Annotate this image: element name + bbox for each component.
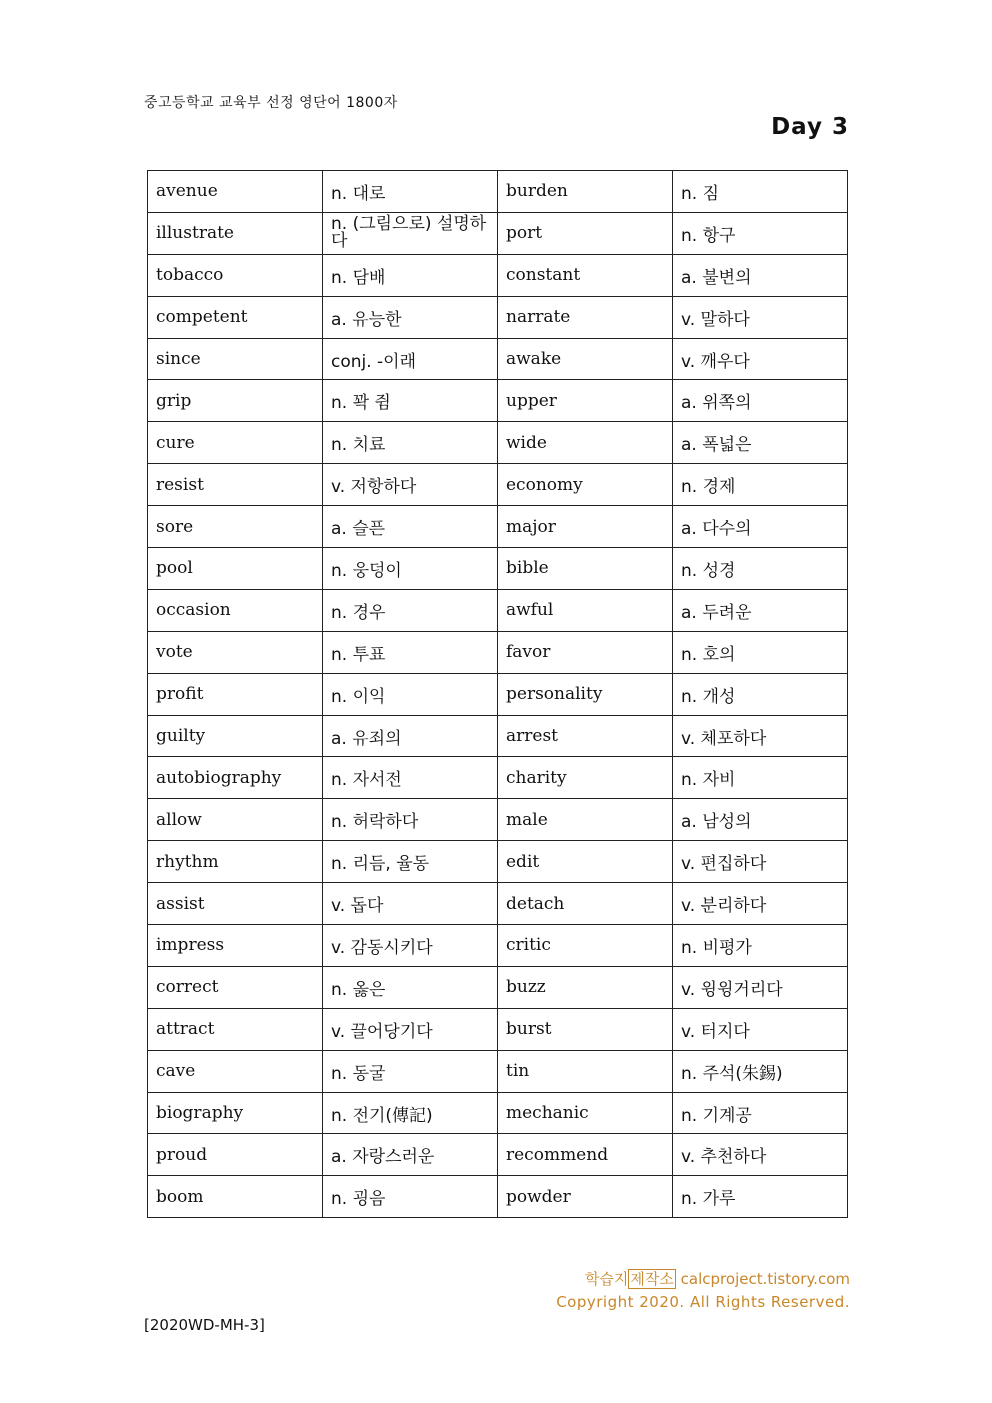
table-row <box>148 1134 848 1176</box>
table-row <box>148 548 848 590</box>
meaning-cell: n. 전기(傳記) <box>323 1092 498 1134</box>
table-row <box>148 883 848 925</box>
meaning-cell: n. 굉음 <box>323 1176 498 1218</box>
meaning-cell: n. (그림으로) 설명하다 <box>323 212 498 254</box>
meaning-cell: a. 유능한 <box>323 296 498 338</box>
meaning-cell: n. 자비 <box>673 757 848 799</box>
word-cell: illustrate <box>148 212 323 254</box>
meaning-cell: n. 호의 <box>673 631 848 673</box>
table-row <box>148 841 848 883</box>
word-cell: assist <box>148 883 323 925</box>
meaning-cell: n. 주석(朱錫) <box>673 1050 848 1092</box>
word-cell: competent <box>148 296 323 338</box>
word-cell: tin <box>498 1050 673 1092</box>
page-subtitle: 중고등학교 교육부 선정 영단어 1800자 <box>144 95 398 111</box>
meaning-cell: a. 폭넓은 <box>673 422 848 464</box>
meaning-cell: n. 투표 <box>323 631 498 673</box>
word-cell: pool <box>148 548 323 590</box>
meaning-cell: v. 말하다 <box>673 296 848 338</box>
brand-boxed: 제작소 <box>630 1270 674 1288</box>
word-cell: boom <box>148 1176 323 1218</box>
brand-prefix: 학습지 <box>584 1270 629 1288</box>
word-cell: sore <box>148 506 323 548</box>
word-cell: edit <box>498 841 673 883</box>
word-cell: avenue <box>148 171 323 213</box>
meaning-cell: n. 대로 <box>323 171 498 213</box>
table-row <box>148 1092 848 1134</box>
word-cell: major <box>498 506 673 548</box>
word-cell: detach <box>498 883 673 925</box>
meaning-cell: a. 위쪽의 <box>673 380 848 422</box>
meaning-cell: a. 자랑스러운 <box>323 1134 498 1176</box>
meaning-cell: v. 저항하다 <box>323 464 498 506</box>
word-cell: tobacco <box>148 254 323 296</box>
word-cell: arrest <box>498 715 673 757</box>
word-cell: biography <box>148 1092 323 1134</box>
table-row <box>148 715 848 757</box>
word-cell: profit <box>148 673 323 715</box>
word-cell: vote <box>148 631 323 673</box>
meaning-cell: v. 윙윙거리다 <box>673 966 848 1008</box>
meaning-cell: n. 웅덩이 <box>323 548 498 590</box>
word-cell: occasion <box>148 589 323 631</box>
meaning-cell: n. 항구 <box>673 212 848 254</box>
word-cell: impress <box>148 925 323 967</box>
table-row <box>148 506 848 548</box>
word-cell: powder <box>498 1176 673 1218</box>
table-row <box>148 757 848 799</box>
word-cell: guilty <box>148 715 323 757</box>
table-row <box>148 1176 848 1218</box>
word-cell: recommend <box>498 1134 673 1176</box>
meaning-cell: n. 자서전 <box>323 757 498 799</box>
meaning-cell: n. 기계공 <box>673 1092 848 1134</box>
word-cell: cure <box>148 422 323 464</box>
meaning-cell: a. 다수의 <box>673 506 848 548</box>
word-cell: awake <box>498 338 673 380</box>
meaning-cell: a. 두려운 <box>673 589 848 631</box>
meaning-cell: n. 경우 <box>323 589 498 631</box>
meaning-cell: n. 허락하다 <box>323 799 498 841</box>
word-cell: bible <box>498 548 673 590</box>
meaning-cell: v. 분리하다 <box>673 883 848 925</box>
meaning-cell: n. 치료 <box>323 422 498 464</box>
table-row <box>148 589 848 631</box>
meaning-cell: n. 꽉 쥠 <box>323 380 498 422</box>
word-cell: cave <box>148 1050 323 1092</box>
word-cell: awful <box>498 589 673 631</box>
meaning-cell: n. 경제 <box>673 464 848 506</box>
meaning-cell: n. 비평가 <box>673 925 848 967</box>
table-row <box>148 338 848 380</box>
word-cell: allow <box>148 799 323 841</box>
table-row <box>148 631 848 673</box>
word-cell: personality <box>498 673 673 715</box>
day-title: Day 3 <box>771 114 849 140</box>
word-cell: upper <box>498 380 673 422</box>
meaning-cell: n. 성경 <box>673 548 848 590</box>
table-row <box>148 1008 848 1050</box>
word-cell: correct <box>148 966 323 1008</box>
meaning-cell: n. 가루 <box>673 1176 848 1218</box>
vocabulary-table <box>147 170 848 1218</box>
meaning-cell: v. 끌어당기다 <box>323 1008 498 1050</box>
word-cell: narrate <box>498 296 673 338</box>
word-cell: constant <box>498 254 673 296</box>
word-cell: port <box>498 212 673 254</box>
table-row <box>148 171 848 213</box>
meaning-cell: v. 돕다 <box>323 883 498 925</box>
table-row <box>148 212 848 254</box>
meaning-cell: v. 추천하다 <box>673 1134 848 1176</box>
worksheet-code: [2020WD-MH-3] <box>144 1316 265 1334</box>
word-cell: proud <box>148 1134 323 1176</box>
meaning-cell: n. 리듬, 율동 <box>323 841 498 883</box>
meaning-cell: v. 체포하다 <box>673 715 848 757</box>
meaning-cell: n. 담배 <box>323 254 498 296</box>
meaning-cell: n. 동굴 <box>323 1050 498 1092</box>
table-row <box>148 966 848 1008</box>
copyright: Copyright 2020. All Rights Reserved. <box>556 1293 850 1311</box>
table-row <box>148 422 848 464</box>
table-row <box>148 464 848 506</box>
word-cell: autobiography <box>148 757 323 799</box>
word-cell: resist <box>148 464 323 506</box>
word-cell: economy <box>498 464 673 506</box>
table-row <box>148 296 848 338</box>
table-row <box>148 1050 848 1092</box>
meaning-cell: v. 깨우다 <box>673 338 848 380</box>
table-row <box>148 799 848 841</box>
meaning-cell: n. 옳은 <box>323 966 498 1008</box>
meaning-cell: n. 개성 <box>673 673 848 715</box>
word-cell: burden <box>498 171 673 213</box>
meaning-cell: a. 슬픈 <box>323 506 498 548</box>
word-cell: attract <box>148 1008 323 1050</box>
word-cell: since <box>148 338 323 380</box>
word-cell: buzz <box>498 966 673 1008</box>
meaning-cell: a. 유죄의 <box>323 715 498 757</box>
table-row <box>148 254 848 296</box>
word-cell: grip <box>148 380 323 422</box>
table-row <box>148 925 848 967</box>
table-row <box>148 380 848 422</box>
table-row <box>148 673 848 715</box>
word-cell: favor <box>498 631 673 673</box>
footer-brand <box>585 1268 850 1289</box>
word-cell: burst <box>498 1008 673 1050</box>
meaning-cell: v. 편집하다 <box>673 841 848 883</box>
word-cell: mechanic <box>498 1092 673 1134</box>
meaning-cell: n. 짐 <box>673 171 848 213</box>
meaning-cell: conj. -이래 <box>323 338 498 380</box>
word-cell: male <box>498 799 673 841</box>
word-cell: critic <box>498 925 673 967</box>
meaning-cell: a. 불변의 <box>673 254 848 296</box>
meaning-cell: v. 감동시키다 <box>323 925 498 967</box>
word-cell: wide <box>498 422 673 464</box>
meaning-cell: n. 이익 <box>323 673 498 715</box>
brand-site: calcproject.tistory.com <box>675 1270 850 1288</box>
meaning-cell: a. 남성의 <box>673 799 848 841</box>
word-cell: charity <box>498 757 673 799</box>
word-cell: rhythm <box>148 841 323 883</box>
meaning-cell: v. 터지다 <box>673 1008 848 1050</box>
